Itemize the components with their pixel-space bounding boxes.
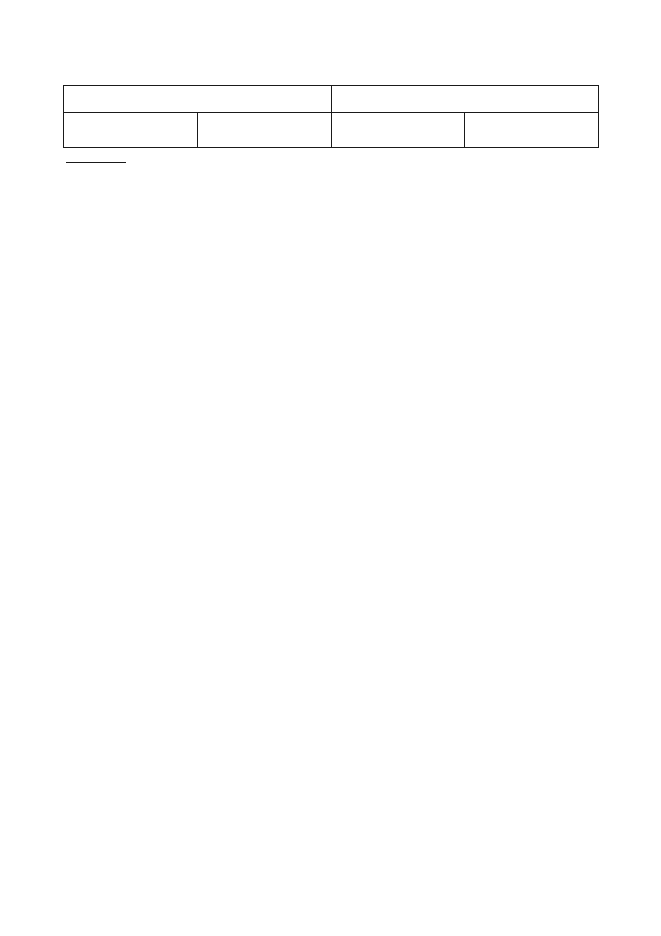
table-header-illumination <box>331 86 599 113</box>
table-subheader-left-traffic <box>197 113 331 148</box>
footnote-divider <box>66 162 126 163</box>
table-header-point <box>64 86 332 113</box>
table-subheader-min <box>331 113 465 148</box>
table-subheader-max <box>465 113 599 148</box>
illumination-table <box>63 85 599 148</box>
body-text <box>63 72 599 167</box>
table-subheader-right-traffic <box>64 113 198 148</box>
